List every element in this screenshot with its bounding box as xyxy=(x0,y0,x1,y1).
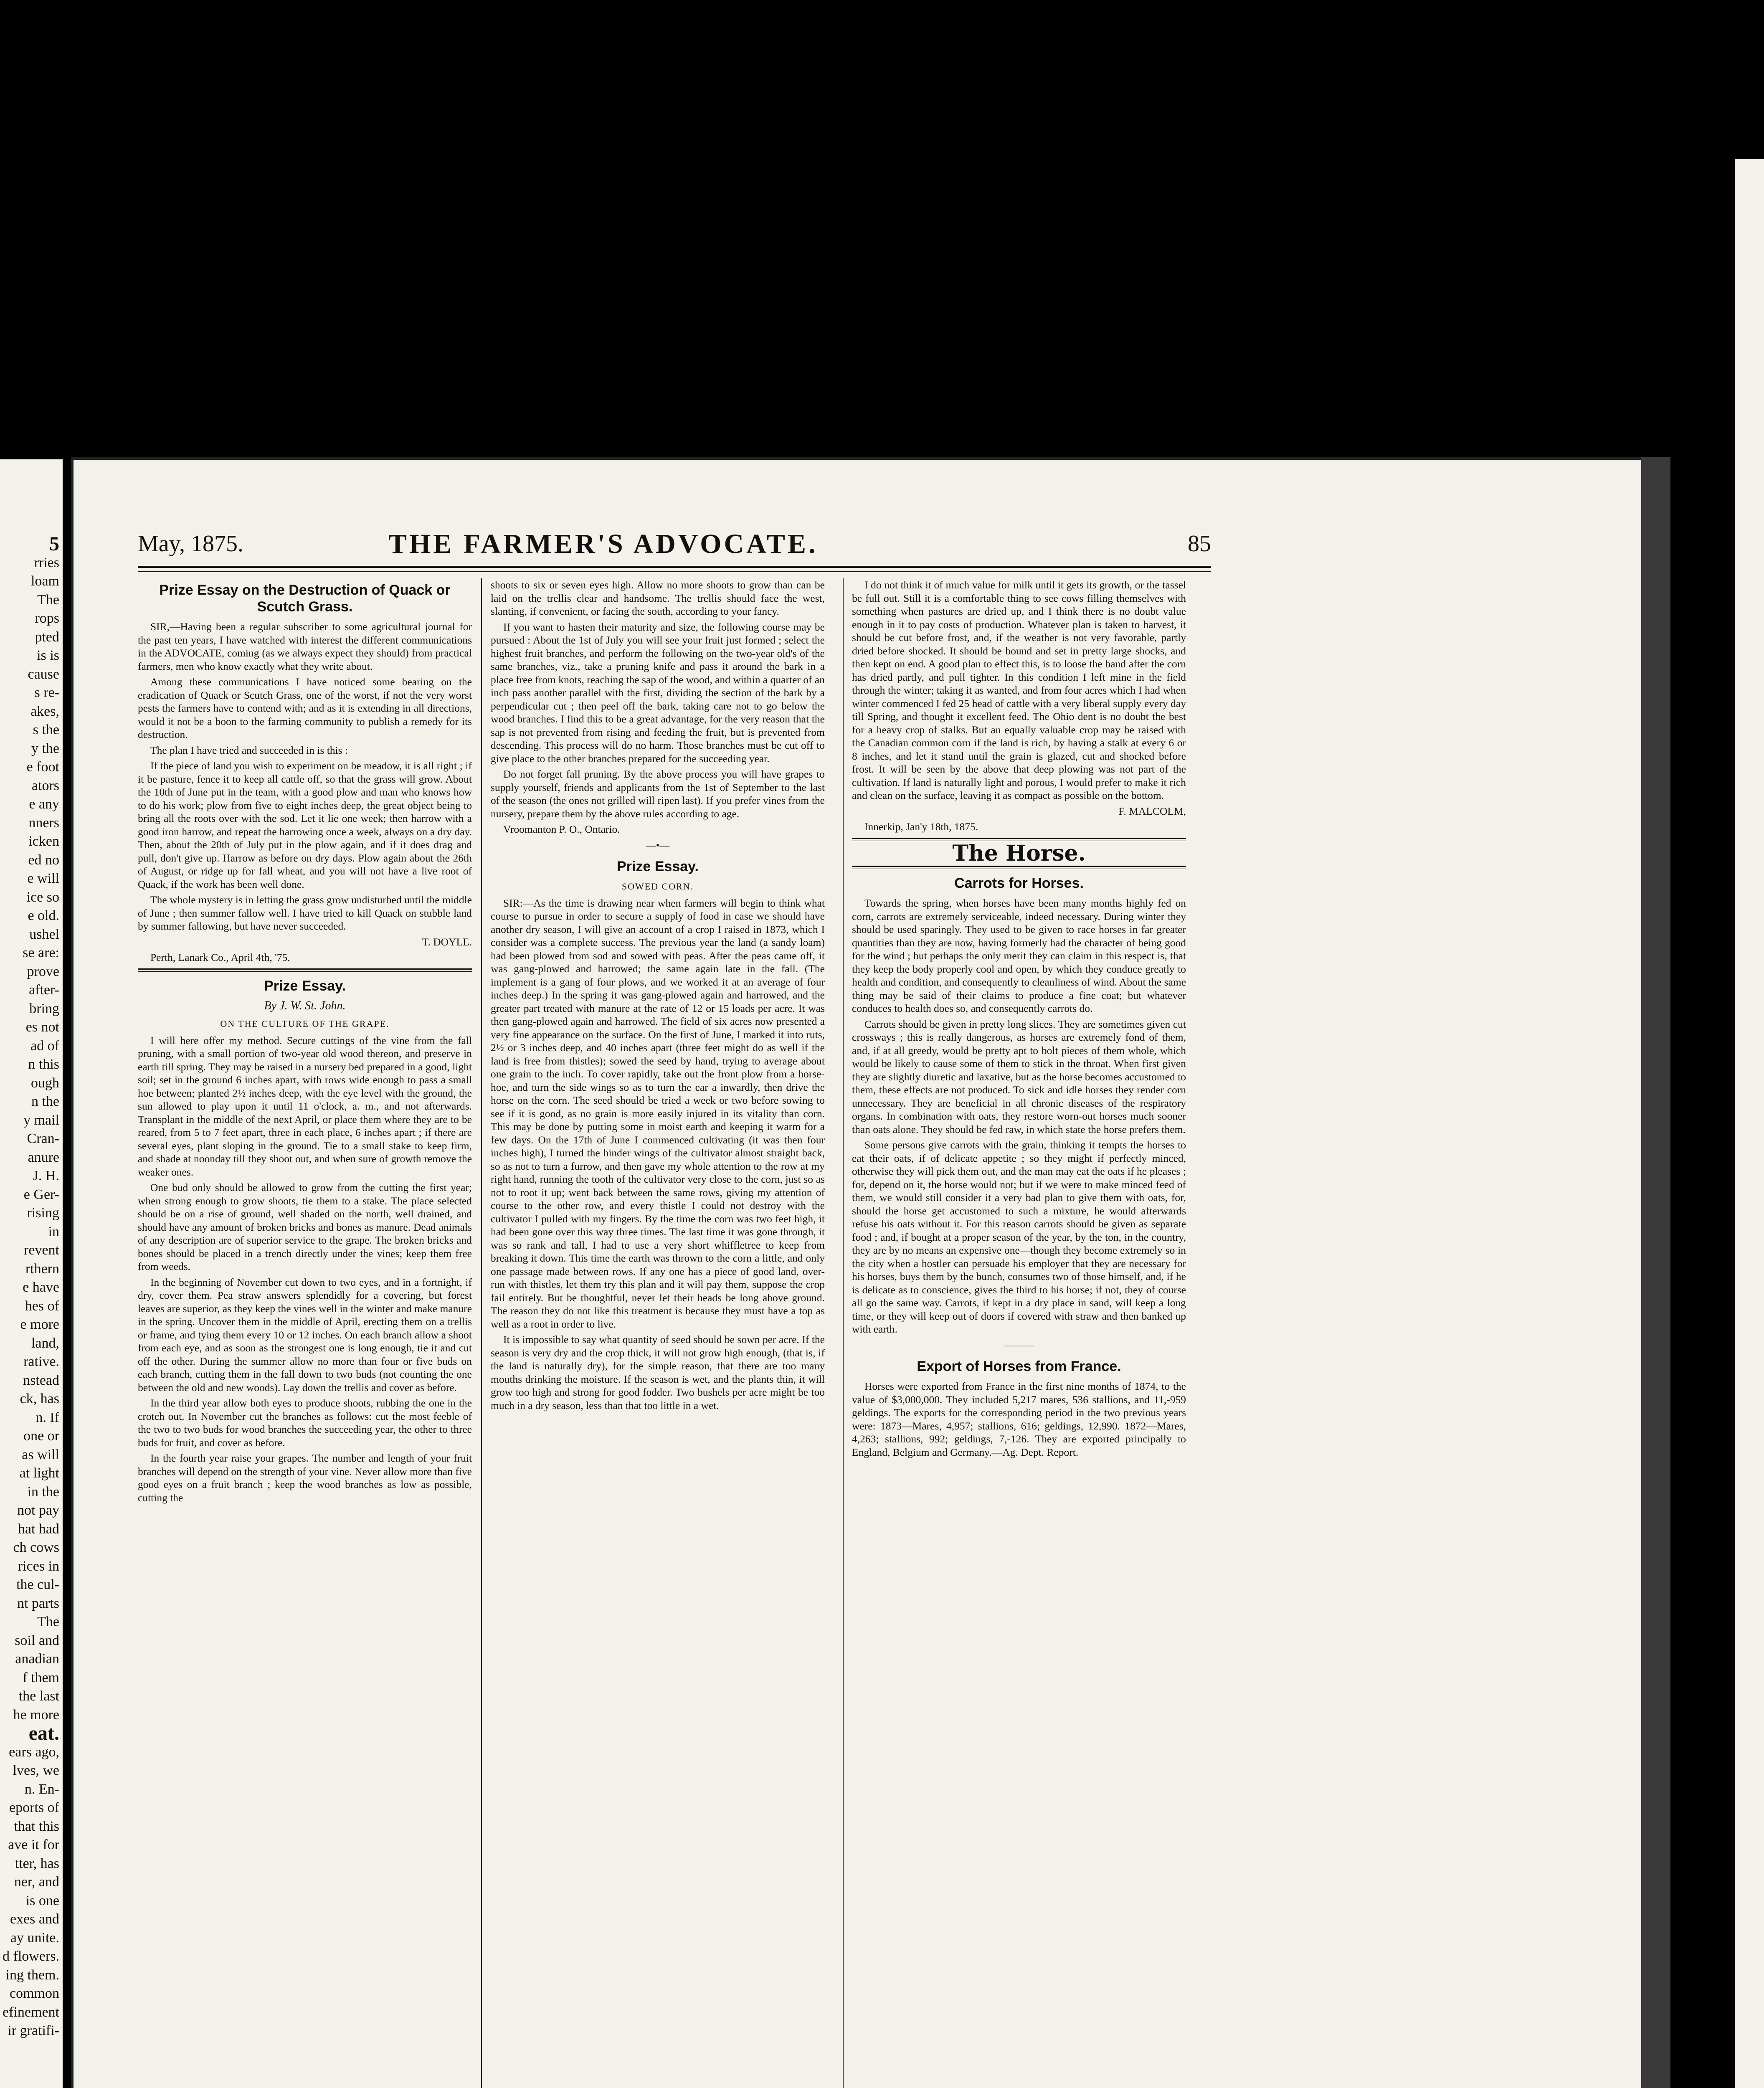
dash-separator: —•— xyxy=(646,840,670,851)
fragment-text: e foot xyxy=(26,759,59,775)
fragment-text: n. If xyxy=(35,1409,59,1425)
signature: F. MALCOLM, xyxy=(1118,805,1186,817)
page-header xyxy=(138,530,1211,560)
fragment-text: icken xyxy=(28,834,59,849)
article-subtitle: ON THE CULTURE OF THE GRAPE. xyxy=(220,1019,390,1029)
fragment-text: in xyxy=(48,1224,59,1239)
fragment-text: eports of xyxy=(9,1800,59,1815)
paragraph: Horses were exported from France in the first nine months of 1874, to the value of $3,000,000. They included 5,217 mares, 536 stallions, and 11,-959 geldings. The exports for the corresponding period in the two previous years were: 1873—Mares, 4,957; stallions, 616; geldings, 12,990. 1872—Mares, 4,263; stallions, 992; geldings, 7,-126. They are exported principally to England, Belgium and Germany.—Ag. Dept. Report. xyxy=(852,1380,1186,1458)
byline: By J. W. St. John. xyxy=(264,999,346,1012)
fragment-text: ushel xyxy=(29,926,59,942)
fragment-text: not pay xyxy=(17,1503,59,1518)
article-title: Prize Essay. xyxy=(264,978,346,994)
fragment-text: ears ago, xyxy=(9,1744,59,1760)
paragraph: If you want to hasten their maturity and size, the following course may be pursued : About the 1st of July you will see your fruit just formed ; select the highest fruit branches, and perform the following on the two-year old's of the same branches, viz., take a pruning knife and pass it around the bark in a place free from knots, reaching the sap of the wood, and within a quarter of an inch pass another parallel with the first, dividing the section of the bark by a perpendicular cut ; then peel off the bark, taking care not to go below the wood branches. I find this to be a great advantage, for the very reason that the sap is not prevented from rising and feeding the fruit, but is prevented from descending. This process will do no harm. Those branches must be cut off to give place to the other branches prepared for the succeeding year. xyxy=(491,621,825,765)
fragment-text: e Ger- xyxy=(23,1186,59,1202)
fragment-text: y mail xyxy=(23,1112,59,1128)
fragment-text: ough xyxy=(31,1075,59,1091)
fragment-text: after- xyxy=(29,982,59,998)
article-title: Export of Horses from France. xyxy=(917,1358,1121,1374)
fragment-text: ck, has xyxy=(20,1391,59,1406)
fragment-text: y the xyxy=(31,740,59,756)
fragment-text: ch cows xyxy=(13,1540,59,1555)
fragment-text: rries xyxy=(34,555,59,570)
fragment-text: ay unite. xyxy=(10,1930,59,1946)
fragment-text: as will xyxy=(22,1447,59,1462)
fragment-text: eat. xyxy=(28,1722,59,1744)
fragment-text: revent xyxy=(24,1242,59,1258)
fragment-text: n. En- xyxy=(24,1781,59,1797)
fragment-text: ing them. xyxy=(5,1967,59,1983)
fragment-text: hat had xyxy=(18,1521,59,1537)
fragment-text: the cul- xyxy=(16,1577,59,1592)
newspaper-page xyxy=(71,457,1670,2088)
fragment-text: ir gratifi- xyxy=(8,2023,59,2038)
paragraph: I will here offer my method. Secure cuttings of the vine from the fall pruning, with a small portion of two-year old wood thereon, and preserve in earth till spring. They may be raised in a nursery bed prepared in a good, light soil; set in the ground 6 inches apart, with rows wide enough to pass a small hoe between; planted 2½ inches deep, with the eye level with the ground, the sun allowed to play upon it until 11 o'clock, a. m., and not afterwards. Transplant in the middle of the next April, or place them where they are to be reared, from 5 to 7 feet apart, three in each place, 6 inches apart ; if there are several eyes, plant sloping in the ground. Tie to a small stake to keep firm, and shade at noonday till they shoot out, and when sure of growth remove the weaker ones. xyxy=(138,1034,472,1178)
fragment-text: hes of xyxy=(25,1298,59,1314)
fragment-text: ators xyxy=(31,778,59,793)
fragment-text: he more xyxy=(13,1707,59,1723)
fragment-text: nstead xyxy=(23,1372,59,1388)
fragment-text: The xyxy=(37,592,59,608)
paragraph: The whole mystery is in letting the grass grow undisturbed until the middle of June ; then summer fallow well. I have tried to kill Quack on stubble land by summer fallowing, but have never succeeded. xyxy=(138,894,472,932)
column-2 xyxy=(491,578,825,1414)
paragraph: In the beginning of November cut down to two eyes, and in a fortnight, if dry, cover them. Pea straw answers splendidly for a covering, but forest leaves are superior, as they keep the vines well in the winter and make manure in the spring. Uncover them in the middle of April, erecting them on a trellis or frame, and tying them every 10 or 12 inches. On each branch allow a shoot from each eye, and as soon as the strongest one is long enough, tie it and cut off the other. During the summer allow no more than four or five buds on each branch, cutting them in the fall down to two buds (not counting the one between the old and new woods). Lay down the trellis and cover as before. xyxy=(138,1276,472,1394)
fragment-text: s the xyxy=(33,722,59,737)
issue-date: May, 1875. xyxy=(138,531,244,557)
fragment-text: rative. xyxy=(23,1354,59,1369)
paragraph: In the fourth year raise your grapes. The number and length of your fruit branches will depend on the strength of your vine. Never allow more than five good eyes on a fruit branch ; keep the wood branches as low as possible, cutting the xyxy=(138,1452,472,1504)
fragment-text: rising xyxy=(27,1205,59,1221)
fragment-text: ner, and xyxy=(14,1874,59,1890)
fragment-text: cause xyxy=(28,666,59,682)
fragment-text: common xyxy=(10,1986,59,2001)
paragraph: shoots to six or seven eyes high. Allow no more shoots to grow than can be laid on the trellis clear and handsome. The trellis should face the west, slanting, if convenient, or facing the south, according to your fancy. xyxy=(491,579,825,617)
paragraph: Towards the spring, when horses have been many months highly fed on corn, carrots are extremely serviceable, indeed necessary. During winter they should be used sparingly. They used to be given to race horses in far greater quantities than they are now, having formerly had the character of being good for the wind ; but perhaps the only merit they can claim in this respect is, that they keep the body properly cool and open, by which they conduce greatly to health and condition, and consequently to cleanliness of wind. About the same thing may be said of their claims to produce a fine coat; but whatever conduces to health does so, and consequently carrots do. xyxy=(852,897,1186,1014)
fragment-text: lves, we xyxy=(13,1763,59,1778)
signature: T. DOYLE. xyxy=(422,935,472,948)
paragraph: SIR:—As the time is drawing near when farmers will begin to think what course to pursue in order to secure a supply of food in case we should have another dry season, I will give an account of a crop I raised in 1873, which I consider was a complete success. The previous year the land (a sandy loam) had been plowed from sod and sowed with peas. After the peas came off, it was gang-plowed and harrowed; the same again late in the fall. (The implement is a gang of four plows, and we worked it at an average of four inches deep.) In the spring it was gang-plowed again and harrowed, and the greater part treated with manure at the rate of 12 or 15 loads per acre. It was then gang-plowed again and harrowed. The field of six acres now presented a very fine appearance on the surface. On the first of June, I marked it into ruts, 2½ or 3 inches deep, and 40 inches apart (three feet might do as well if the land is free from thistles); sowed the seed by hand, trying to average about one grain to the inch. To cover rapidly, take out the front plow from a horse-hoe, and turn the side wings so as to turn the ear a inwardly, then drive the horse on the corn. The seed should be tried a week or two before sowing to see if it is good, as no grain is more easily injured in its vitality than corn. This may be done by putting some in moist earth and keeping it warm for a few days. On the 17th of June I commenced cultivating (it was then four inches high), I turned the hinder wings of the cultivator almost straight back, so as not to turn a furrow, and then gave my whole attention to the row at my right hand, running the tooth of the cultivator very close to the corn, just so as not to root it up; went back between the same rows, giving my attention of course to the other row, and every thistle I could not destroy with the cultivator I pulled with my fingers. By the time the corn was two feet high, it had been gone over this way three times. The last time it was gone through, it was so rank and tall, I had to use a very short whiffletree to keep from breaking it down. This time the earth was thrown to the corn a little, and only one passage made between rows. If any one has a piece of good land, over-run with thistles, let them try this plan and it will pay them, suppose the crop fail entirely. But be thoughtful, never let their heads be long above ground. The reason they do not like this treatment is because they must have a top as well as a root in order to live. xyxy=(491,897,825,1330)
fragment-text: one or xyxy=(23,1428,59,1444)
fragment-text: nt parts xyxy=(17,1595,59,1611)
paragraph: I do not think it of much value for milk until it gets its growth, or the tassel be full out. Still it is a comfortable thing to see cows filling themselves with something when pastures are dried up, and I think there is no doubt value enough in it to pay costs of production. Whatever plan is taken to harvest, it should be cut before frost, and, if the weather is not very favorable, partly dried before shocked. It should be bound and set in pretty large shocks, and then kept on end. A good plan to effect this, is to loose the band after the corn has dried partly, and pull tighter. In this condition I left mine in the field through the winter; taking it as wanted, and from four acres which I had when winter commenced I fed 25 head of cattle with a very liberal supply every day till Spring, and thought it excellent feed. The Ohio dent is no doubt the best for a heavy crop of stalks. But an equally valuable crop may be raised with the Canadian common corn if the land is rich, by having a stalk at every 6 or 8 inches, and let it stand until the grain is glazed, cut and shocked before frost. It will be seen by the above that deep plowing was not part of the cultivation. If land is naturally light and porous, I would prefer to make it rich and clean on the surface, leaving it as compact as possible on the bottom. xyxy=(852,579,1186,801)
column-rule xyxy=(481,578,482,2088)
paragraph: If the piece of land you wish to experiment on be meadow, it is all right ; if it be pasture, fence it to keep all cattle off, so that the grass will grow. About the 10th of June put in the team, with a good plow and man who knows how to do his work; plow from five to eight inches deep, the great object being to bring all the roots over with the sod. Let it lie one week; then harrow with a good iron harrow, and repeat the harrowing once a week, always on a dry day. Then, about the 20th of July put in the plow again, and if it does drag and pull, don't give up. Harrow as before on dry days. Plow again about the 26th of August, or ridge up for fall wheat, and you will not have a live root of Quack, if the work has been well done. xyxy=(138,760,472,890)
fragment-text: Cran- xyxy=(27,1131,59,1146)
column-rule xyxy=(843,578,844,2088)
fragment-text: 5 xyxy=(49,533,59,555)
fragment-text: akes, xyxy=(30,703,59,719)
section-separator xyxy=(852,866,1186,869)
paragraph: SIR,—Having been a regular subscriber to some agricultural journal for the past ten years, I have watched with interest the different communications in the ADVOCATE, coming (as we always expect they should) from practical farmers, men who know exactly what they write about. xyxy=(138,621,472,672)
fragment-text: rices in xyxy=(18,1558,59,1574)
fragment-text: d flowers. xyxy=(3,1949,59,1964)
fragment-text: efinement xyxy=(3,2004,59,2020)
dateline: Vroomanton P. O., Ontario. xyxy=(503,823,620,835)
fragment-text: f them xyxy=(23,1670,59,1685)
paragraph: In the third year allow both eyes to produce shoots, rubbing the one in the crotch out. In November cut the branches as follows: cut the most feeble of the two to two buds for wood branches the succeeding year, the other to three buds for fruit, and cover as before. xyxy=(138,1397,472,1449)
section-heading: The Horse. xyxy=(952,840,1086,866)
paragraph: Among these communications I have noticed some bearing on the eradication of Quack or Scutch Grass, one of the worst, if not the very worst pests the farmers have to contend with; and as it is extending in all directions, would it not be a boon to the farming community to publish a remedy for its destruction. xyxy=(138,676,472,740)
fragment-text: that this xyxy=(14,1818,59,1834)
fragment-text: ave it for xyxy=(8,1837,59,1852)
fragment-text: land, xyxy=(31,1335,59,1351)
fragment-text: pted xyxy=(35,629,59,645)
fragment-text: ad of xyxy=(30,1038,59,1054)
fragment-text: is one xyxy=(25,1893,59,1908)
fragment-text: exes and xyxy=(10,1911,59,1927)
fragment-text: e more xyxy=(20,1317,59,1332)
fragment-text: in the xyxy=(27,1484,59,1500)
page-number: 85 xyxy=(1188,531,1211,557)
fragment-text: es not xyxy=(25,1019,59,1035)
fragment-text: s re- xyxy=(34,685,59,700)
fragment-text: e have xyxy=(23,1280,59,1295)
paragraph: The plan I have tried and succeeded in is this : xyxy=(150,744,348,756)
fragment-text: e will xyxy=(27,871,59,886)
fragment-text: J. H. xyxy=(33,1168,59,1183)
fragment-text: rops xyxy=(35,611,59,626)
fragment-text: n this xyxy=(28,1057,59,1072)
fragment-text: at light xyxy=(19,1465,59,1481)
dateline: Perth, Lanark Co., April 4th, '75. xyxy=(150,951,290,963)
column-3 xyxy=(852,578,1186,1461)
fragment-text: ed no xyxy=(28,852,59,868)
adjacent-page-edge xyxy=(1735,159,1764,2088)
article-title: Prize Essay. xyxy=(617,859,699,874)
fragment-text: soil and xyxy=(15,1632,59,1648)
fragment-text: rthern xyxy=(25,1261,59,1277)
column-1 xyxy=(138,578,472,1507)
article-title: Prize Essay on the Destruction of Quack or Scutch Grass. xyxy=(159,582,451,615)
fragment-text: e old. xyxy=(28,908,59,923)
paragraph: Carrots should be given in pretty long slices. They are sometimes given cut crossways ; this is really dangerous, as horses are extremely fond of them, and, if at all greedy, would be pretty apt to bolt pieces of them whole, which would be likely to cause some of them to stick in the throat. When first given they are slightly diuretic and laxative, but as the horse becomes accustomed to them, these effects are not produced. To sick and idle horses they render corn unnecessary. They are beneficial in all chronic diseases of the respiratory organs. In combination with oats, they restore worn-out horses much sooner than oats alone. They should be fed raw, in which state the horse prefers them. xyxy=(852,1018,1186,1135)
fragment-text: The xyxy=(37,1614,59,1629)
fragment-text: se are: xyxy=(23,945,59,960)
paragraph: It is impossible to say what quantity of seed should be sown per acre. If the season is very dry and the crop thick, it will not grow high enough, (that is, if the land is naturally dry), for the simple reason, that there are too many mouths drinking the moisture. If the season is wet, and the plants thin, it will grow too high and strong for good fodder. Two bushels per acre might be too much in a dry season, less than that too little in a wet. xyxy=(491,1333,825,1411)
fragment-text: bring xyxy=(29,1001,59,1016)
fragment-text: e any xyxy=(29,796,59,812)
page-shadow-right xyxy=(1641,457,1670,2088)
dash-separator: ——— xyxy=(1004,1340,1034,1351)
article-subtitle: SOWED CORN. xyxy=(621,881,694,892)
adjacent-page-fragment xyxy=(0,459,63,2088)
masthead: THE FARMER'S ADVOCATE. xyxy=(388,529,818,559)
fragment-text: prove xyxy=(27,963,59,979)
fragment-text: ice so xyxy=(26,889,59,905)
fragment-text: n the xyxy=(31,1094,59,1109)
fragment-text: anadian xyxy=(15,1651,59,1667)
paragraph: Do not forget fall pruning. By the above process you will have grapes to supply yourself, friends and applicants from the 1st of September to the last of the season (the ones not grilled will ripen last). If you prefer vines from the nursery, prepare them by the above rules according to age. xyxy=(491,768,825,820)
dateline: Innerkip, Jan'y 18th, 1875. xyxy=(864,821,978,833)
paragraph: One bud only should be allowed to grow from the cutting the first year; when strong enough to grow shoots, tie them to a stake. The place selected should be on a rise of ground, well shaded on the north, well drained, and should have any amount of broken bricks and bones as manure. Dead animals of any description are of superior service to the grape. The broken bricks and bones should be placed in a trench directly under the vines; keep them free from weeds. xyxy=(138,1181,472,1272)
fragment-text: is is xyxy=(37,648,59,663)
fragment-text: the last xyxy=(18,1688,59,1704)
paragraph: Some persons give carrots with the grain, thinking it tempts the horses to eat their oats, if of delicate appetite ; so they might if perfectly minced, otherwise they will pick them out, and the man may eat the oats if he pleases ; for, depend on it, the horse would not; but if we were to make minced feed of them, we would still consider it a very bad plan to give them with oats, for, should the horse get accustomed to such a mixture, he would afterwards refuse his oats without it. For this reason carrots should be given as separate food ; and, if bought at a proper season of the year, by the ton, in the country, they are by no means an expensive one—though they become extremely so in the city when a hostler can persuade his employer that they are necessary for his horses, buys them by the bunch, consumes two of those himself, and, if he is delicate as to conscience, gives the third to his horse; if not, they of course all go the same way. Carrots, if kept in a dry place in sand, will keep a long time, or they will keep out of doors if covered with straw and then banked up with earth. xyxy=(852,1139,1186,1335)
article-title: Carrots for Horses. xyxy=(954,875,1084,891)
fragment-text: anure xyxy=(28,1149,59,1165)
fragment-text: nners xyxy=(28,815,59,831)
article-separator xyxy=(138,968,472,972)
fragment-text: loam xyxy=(31,573,59,589)
header-rule xyxy=(138,566,1211,572)
fragment-text: tter, has xyxy=(15,1855,59,1871)
